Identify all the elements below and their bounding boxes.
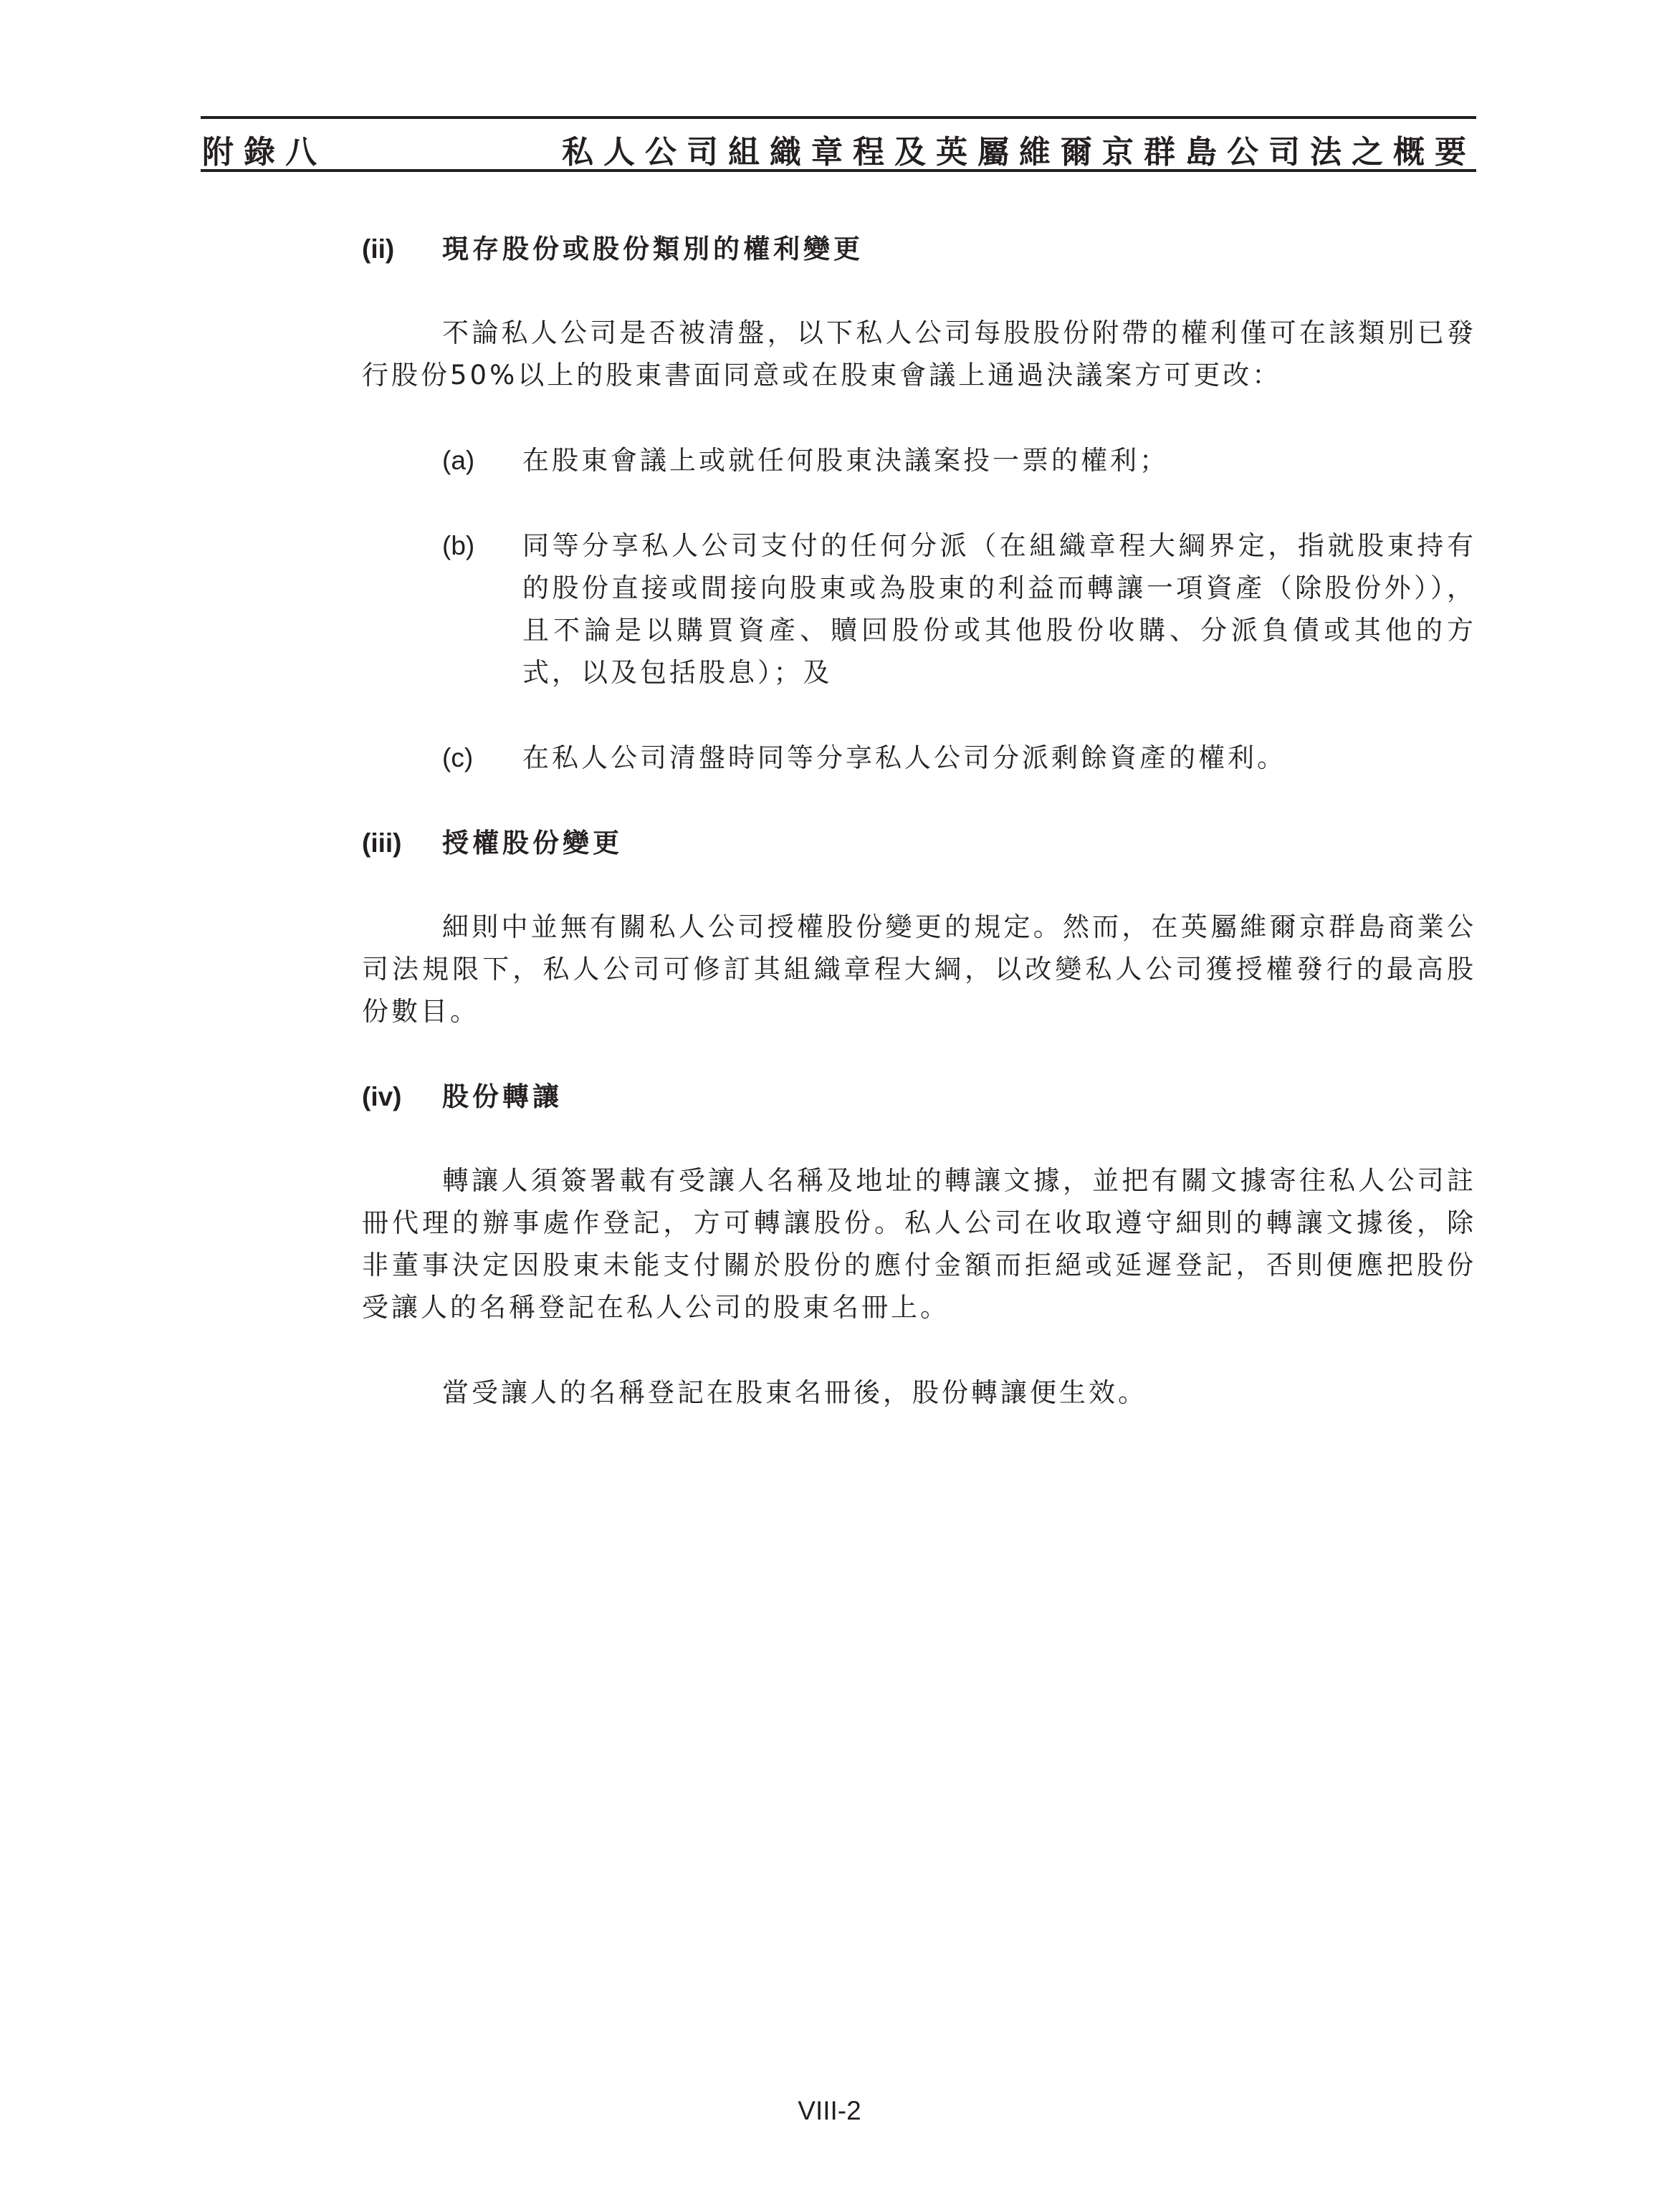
section-heading [362,1076,1476,1118]
list-marker: (c) [442,743,474,772]
section-title: 股份轉讓 [442,1081,563,1112]
paragraph: 轉讓人須簽署載有受讓人名稱及地址的轉讓文據，並把有關文據寄往私人公司註冊代理的辦事處作登記，方可轉讓股份。私人公司在收取遵守細則的轉讓文據後，除非董事決定因股東未能支付關於股份的應付金額而拒絕或延遲登記，否則便應把股份受讓人的名稱登記在私人公司的股東名冊上。 [362,1165,1476,1323]
list-marker: (a) [442,446,475,475]
list-item [362,525,1476,694]
list-item-text: 同等分享私人公司支付的任何分派（在組織章程大綱界定，指就股東持有的股份直接或間接向股東或為股東的利益而轉讓一項資產（除股份外）），且不論是以購買資產、贖回股份或其他股份收購、分派負債或其他的方式，以及包括股息）；及 [522,530,1476,688]
section-heading [362,228,1476,270]
paragraph: 當受讓人的名稱登記在股東名冊後，股份轉讓便生效。 [442,1377,1147,1408]
section-number: (ii) [362,234,395,264]
section-title: 授權股份變更 [442,828,623,858]
appendix-label: 附錄八 [202,134,327,171]
page-number: VIII-2 [798,2096,861,2125]
section-heading [362,822,1476,864]
section-number: (iii) [362,828,402,858]
section-number: (iv) [362,1082,402,1111]
list-item-text: 在股東會議上或就任何股東決議案投一票的權利； [522,445,1169,476]
paragraph: 細則中並無有關私人公司授權股份變更的規定。然而，在英屬維爾京群島商業公司法規限下，私人公司可修訂其組織章程大綱，以改變私人公司獲授權發行的最高股份數目。 [362,911,1476,1027]
list-item [362,737,1476,779]
list-marker: (b) [442,531,475,560]
document-body [362,228,1476,1414]
section-title: 現存股份或股份類別的權利變更 [442,234,864,264]
list-item-text: 在私人公司清盤時同等分享私人公司分派剩餘資產的權利。 [522,742,1286,773]
paragraph: 不論私人公司是否被清盤，以下私人公司每股股份附帶的權利僅可在該類別已發行股份50%以上的股東書面同意或在股東會議上通過決議案方可更改： [362,317,1476,391]
page-header [201,116,1476,172]
document-title: 私人公司組織章程及英屬維爾京群島公司法之概要 [562,134,1476,171]
list-item [362,439,1476,482]
